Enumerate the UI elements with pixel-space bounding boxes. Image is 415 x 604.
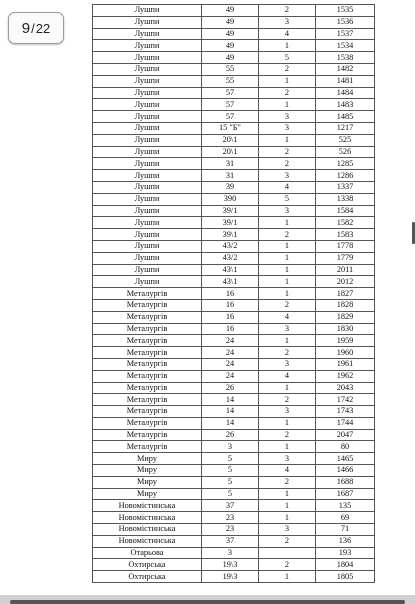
table-row bbox=[93, 323, 375, 335]
entrance-cell: 5 bbox=[259, 193, 316, 205]
street-cell: Охтирська bbox=[93, 559, 202, 571]
house-cell: 26 bbox=[202, 429, 259, 441]
entrance-cell: 3 bbox=[259, 453, 316, 465]
house-cell: 5 bbox=[202, 488, 259, 500]
house-cell: 39\1 bbox=[202, 229, 259, 241]
entrance-cell: 2 bbox=[259, 158, 316, 170]
number-cell: 1962 bbox=[316, 370, 375, 382]
number-cell: 1804 bbox=[316, 559, 375, 571]
table-row bbox=[93, 205, 375, 217]
entrance-cell: 5 bbox=[259, 52, 316, 64]
house-cell: 39 bbox=[202, 181, 259, 193]
street-cell: Лушпи bbox=[93, 217, 202, 229]
house-cell: 14 bbox=[202, 394, 259, 406]
number-cell: 193 bbox=[316, 547, 375, 559]
street-cell: Лушпи bbox=[93, 28, 202, 40]
number-cell: 1830 bbox=[316, 323, 375, 335]
street-cell: Лушпи bbox=[93, 52, 202, 64]
street-cell: Лушпи bbox=[93, 134, 202, 146]
house-cell: 37 bbox=[202, 535, 259, 547]
street-cell: Лушпи bbox=[93, 87, 202, 99]
street-cell: Лушпи bbox=[93, 16, 202, 28]
entrance-cell: 2 bbox=[259, 559, 316, 571]
street-cell: Лушпи bbox=[93, 240, 202, 252]
table-row bbox=[93, 358, 375, 370]
page-separator: / bbox=[31, 20, 35, 36]
house-cell: 31 bbox=[202, 158, 259, 170]
entrance-cell: 2 bbox=[259, 87, 316, 99]
house-cell: 57 bbox=[202, 111, 259, 123]
number-cell: 1805 bbox=[316, 571, 375, 583]
table-row bbox=[93, 122, 375, 134]
entrance-cell: 2 bbox=[259, 347, 316, 359]
number-cell: 1688 bbox=[316, 476, 375, 488]
table-row bbox=[93, 229, 375, 241]
number-cell: 1959 bbox=[316, 335, 375, 347]
entrance-cell: 2 bbox=[259, 5, 316, 17]
table-row bbox=[93, 370, 375, 382]
number-cell: 1829 bbox=[316, 311, 375, 323]
number-cell: 1742 bbox=[316, 394, 375, 406]
number-cell: 1537 bbox=[316, 28, 375, 40]
street-cell: Металургів bbox=[93, 347, 202, 359]
street-cell: Металургів bbox=[93, 382, 202, 394]
number-cell: 1778 bbox=[316, 240, 375, 252]
table-row bbox=[93, 181, 375, 193]
table-row bbox=[93, 134, 375, 146]
table-row bbox=[93, 63, 375, 75]
number-cell: 2011 bbox=[316, 264, 375, 276]
number-cell: 526 bbox=[316, 146, 375, 158]
table-row bbox=[93, 52, 375, 64]
number-cell: 71 bbox=[316, 524, 375, 536]
number-cell: 1466 bbox=[316, 465, 375, 477]
entrance-cell: 3 bbox=[259, 358, 316, 370]
house-cell: 24 bbox=[202, 335, 259, 347]
entrance-cell: 2 bbox=[259, 229, 316, 241]
table-row bbox=[93, 476, 375, 488]
street-cell: Металургів bbox=[93, 335, 202, 347]
number-cell: 1961 bbox=[316, 358, 375, 370]
table-row bbox=[93, 465, 375, 477]
house-cell: 43/2 bbox=[202, 240, 259, 252]
house-cell: 20\1 bbox=[202, 134, 259, 146]
number-cell: 1827 bbox=[316, 288, 375, 300]
house-cell: 16 bbox=[202, 299, 259, 311]
street-cell: Лушпи bbox=[93, 99, 202, 111]
number-cell: 1483 bbox=[316, 99, 375, 111]
entrance-cell: 1 bbox=[259, 75, 316, 87]
number-cell: 1535 bbox=[316, 5, 375, 17]
table-row bbox=[93, 299, 375, 311]
house-cell: 14 bbox=[202, 406, 259, 418]
house-cell: 57 bbox=[202, 87, 259, 99]
street-cell: Лушпи bbox=[93, 146, 202, 158]
address-table-body bbox=[93, 5, 375, 583]
house-cell: 16 bbox=[202, 323, 259, 335]
entrance-cell: 1 bbox=[259, 488, 316, 500]
number-cell: 1484 bbox=[316, 87, 375, 99]
house-cell: 19\3 bbox=[202, 571, 259, 583]
street-cell: Миру bbox=[93, 465, 202, 477]
entrance-cell: 4 bbox=[259, 311, 316, 323]
address-table bbox=[92, 4, 375, 583]
current-page-number: 9 bbox=[21, 19, 31, 37]
page-indicator[interactable] bbox=[8, 12, 64, 44]
street-cell: Металургів bbox=[93, 299, 202, 311]
house-cell: 23 bbox=[202, 512, 259, 524]
entrance-cell: 1 bbox=[259, 335, 316, 347]
house-cell: 14 bbox=[202, 417, 259, 429]
entrance-cell: 1 bbox=[259, 288, 316, 300]
house-cell: 26 bbox=[202, 382, 259, 394]
entrance-cell: 3 bbox=[259, 323, 316, 335]
entrance-cell: 4 bbox=[259, 181, 316, 193]
entrance-cell: 3 bbox=[259, 524, 316, 536]
table-row bbox=[93, 394, 375, 406]
street-cell: Новомістинська bbox=[93, 535, 202, 547]
house-cell: 23 bbox=[202, 524, 259, 536]
number-cell: 1536 bbox=[316, 16, 375, 28]
house-cell: 5 bbox=[202, 476, 259, 488]
entrance-cell: 2 bbox=[259, 146, 316, 158]
table-row bbox=[93, 535, 375, 547]
number-cell: 2012 bbox=[316, 276, 375, 288]
table-row bbox=[93, 217, 375, 229]
entrance-cell: 1 bbox=[259, 382, 316, 394]
street-cell: Лушпи bbox=[93, 229, 202, 241]
bottom-scrollbar-thumb[interactable] bbox=[10, 600, 405, 604]
street-cell: Новомістинська bbox=[93, 512, 202, 524]
number-cell: 1582 bbox=[316, 217, 375, 229]
number-cell: 2043 bbox=[316, 382, 375, 394]
house-cell: 43\1 bbox=[202, 264, 259, 276]
street-cell: Лушпи bbox=[93, 170, 202, 182]
street-cell: Миру bbox=[93, 476, 202, 488]
entrance-cell: 2 bbox=[259, 476, 316, 488]
number-cell: 1687 bbox=[316, 488, 375, 500]
number-cell: 1538 bbox=[316, 52, 375, 64]
house-cell: 16 bbox=[202, 311, 259, 323]
entrance-cell: 2 bbox=[259, 535, 316, 547]
entrance-cell: 3 bbox=[259, 406, 316, 418]
table-row bbox=[93, 252, 375, 264]
house-cell: 39/1 bbox=[202, 217, 259, 229]
entrance-cell: 1 bbox=[259, 441, 316, 453]
street-cell: Металургів bbox=[93, 311, 202, 323]
entrance-cell: 2 bbox=[259, 394, 316, 406]
table-row bbox=[93, 524, 375, 536]
number-cell: 1217 bbox=[316, 122, 375, 134]
number-cell: 1583 bbox=[316, 229, 375, 241]
entrance-cell: 1 bbox=[259, 240, 316, 252]
table-row bbox=[93, 571, 375, 583]
table-row bbox=[93, 382, 375, 394]
table-row bbox=[93, 193, 375, 205]
street-cell: Лушпи bbox=[93, 205, 202, 217]
street-cell: Лушпи bbox=[93, 181, 202, 193]
table-row bbox=[93, 512, 375, 524]
table-row bbox=[93, 158, 375, 170]
house-cell: 31 bbox=[202, 170, 259, 182]
entrance-cell: 2 bbox=[259, 63, 316, 75]
entrance-cell: 2 bbox=[259, 299, 316, 311]
table-row bbox=[93, 28, 375, 40]
street-cell: Лушпи bbox=[93, 40, 202, 52]
number-cell: 1481 bbox=[316, 75, 375, 87]
street-cell: Металургів bbox=[93, 406, 202, 418]
house-cell: 5 bbox=[202, 465, 259, 477]
bottom-scrollbar[interactable] bbox=[0, 595, 415, 604]
number-cell: 1743 bbox=[316, 406, 375, 418]
house-cell: 19\3 bbox=[202, 559, 259, 571]
street-cell: Металургів bbox=[93, 358, 202, 370]
entrance-cell: 1 bbox=[259, 134, 316, 146]
number-cell: 1584 bbox=[316, 205, 375, 217]
entrance-cell bbox=[259, 547, 316, 559]
street-cell: Металургів bbox=[93, 429, 202, 441]
number-cell: 1534 bbox=[316, 40, 375, 52]
entrance-cell: 3 bbox=[259, 170, 316, 182]
street-cell: Лушпи bbox=[93, 276, 202, 288]
number-cell: 135 bbox=[316, 500, 375, 512]
number-cell: 1482 bbox=[316, 63, 375, 75]
house-cell: 49 bbox=[202, 28, 259, 40]
entrance-cell: 1 bbox=[259, 40, 316, 52]
entrance-cell: 4 bbox=[259, 465, 316, 477]
entrance-cell: 3 bbox=[259, 111, 316, 123]
number-cell: 1337 bbox=[316, 181, 375, 193]
table-row bbox=[93, 429, 375, 441]
house-cell: 20\1 bbox=[202, 146, 259, 158]
table-row bbox=[93, 547, 375, 559]
entrance-cell: 1 bbox=[259, 571, 316, 583]
entrance-cell: 4 bbox=[259, 28, 316, 40]
table-row bbox=[93, 488, 375, 500]
table-row bbox=[93, 99, 375, 111]
number-cell: 80 bbox=[316, 441, 375, 453]
entrance-cell: 3 bbox=[259, 122, 316, 134]
table-row bbox=[93, 500, 375, 512]
number-cell: 525 bbox=[316, 134, 375, 146]
table-row bbox=[93, 240, 375, 252]
house-cell: 49 bbox=[202, 52, 259, 64]
number-cell: 1465 bbox=[316, 453, 375, 465]
street-cell: Лушпи bbox=[93, 122, 202, 134]
street-cell: Металургів bbox=[93, 441, 202, 453]
number-cell: 1338 bbox=[316, 193, 375, 205]
street-cell: Миру bbox=[93, 453, 202, 465]
entrance-cell: 1 bbox=[259, 276, 316, 288]
house-cell: 15 "Б" bbox=[202, 122, 259, 134]
street-cell: Лушпи bbox=[93, 63, 202, 75]
entrance-cell: 2 bbox=[259, 429, 316, 441]
table-row bbox=[93, 276, 375, 288]
house-cell: 55 bbox=[202, 75, 259, 87]
house-cell: 57 bbox=[202, 99, 259, 111]
entrance-cell: 1 bbox=[259, 512, 316, 524]
house-cell: 5 bbox=[202, 453, 259, 465]
table-row bbox=[93, 406, 375, 418]
table-row bbox=[93, 16, 375, 28]
table-row bbox=[93, 559, 375, 571]
number-cell: 1285 bbox=[316, 158, 375, 170]
entrance-cell: 1 bbox=[259, 417, 316, 429]
house-cell: 49 bbox=[202, 5, 259, 17]
entrance-cell: 1 bbox=[259, 252, 316, 264]
house-cell: 43\1 bbox=[202, 276, 259, 288]
table-row bbox=[93, 417, 375, 429]
entrance-cell: 4 bbox=[259, 370, 316, 382]
house-cell: 3 bbox=[202, 547, 259, 559]
house-cell: 43/2 bbox=[202, 252, 259, 264]
number-cell: 1744 bbox=[316, 417, 375, 429]
number-cell: 69 bbox=[316, 512, 375, 524]
table-row bbox=[93, 288, 375, 300]
number-cell: 1828 bbox=[316, 299, 375, 311]
street-cell: Лушпи bbox=[93, 252, 202, 264]
street-cell: Металургів bbox=[93, 394, 202, 406]
street-cell: Новомістинська bbox=[93, 500, 202, 512]
table-row bbox=[93, 453, 375, 465]
street-cell: Металургів bbox=[93, 370, 202, 382]
entrance-cell: 3 bbox=[259, 16, 316, 28]
street-cell: Металургів bbox=[93, 288, 202, 300]
house-cell: 37 bbox=[202, 500, 259, 512]
table-row bbox=[93, 335, 375, 347]
house-cell: 55 bbox=[202, 63, 259, 75]
street-cell: Металургів bbox=[93, 323, 202, 335]
house-cell: 39/1 bbox=[202, 205, 259, 217]
table-row bbox=[93, 111, 375, 123]
house-cell: 16 bbox=[202, 288, 259, 300]
entrance-cell: 1 bbox=[259, 217, 316, 229]
table-row bbox=[93, 146, 375, 158]
table-row bbox=[93, 75, 375, 87]
table-row bbox=[93, 40, 375, 52]
street-cell: Охтирська bbox=[93, 571, 202, 583]
table-row bbox=[93, 347, 375, 359]
number-cell: 1960 bbox=[316, 347, 375, 359]
number-cell: 1779 bbox=[316, 252, 375, 264]
table-row bbox=[93, 5, 375, 17]
table-row bbox=[93, 170, 375, 182]
street-cell: Отарьова bbox=[93, 547, 202, 559]
house-cell: 49 bbox=[202, 40, 259, 52]
street-cell: Миру bbox=[93, 488, 202, 500]
street-cell: Лушпи bbox=[93, 75, 202, 87]
street-cell: Лушпи bbox=[93, 193, 202, 205]
entrance-cell: 3 bbox=[259, 205, 316, 217]
entrance-cell: 1 bbox=[259, 99, 316, 111]
street-cell: Лушпи bbox=[93, 5, 202, 17]
table-row bbox=[93, 441, 375, 453]
table-row bbox=[93, 264, 375, 276]
number-cell: 2047 bbox=[316, 429, 375, 441]
number-cell: 136 bbox=[316, 535, 375, 547]
table-row bbox=[93, 311, 375, 323]
house-cell: 24 bbox=[202, 358, 259, 370]
number-cell: 1286 bbox=[316, 170, 375, 182]
table-row bbox=[93, 87, 375, 99]
house-cell: 3 bbox=[202, 441, 259, 453]
house-cell: 24 bbox=[202, 370, 259, 382]
street-cell: Новомістинська bbox=[93, 524, 202, 536]
house-cell: 24 bbox=[202, 347, 259, 359]
street-cell: Лушпи bbox=[93, 264, 202, 276]
total-pages: 22 bbox=[35, 20, 51, 36]
street-cell: Лушпи bbox=[93, 158, 202, 170]
street-cell: Лушпи bbox=[93, 111, 202, 123]
number-cell: 1485 bbox=[316, 111, 375, 123]
house-cell: 49 bbox=[202, 16, 259, 28]
house-cell: 390 bbox=[202, 193, 259, 205]
entrance-cell: 1 bbox=[259, 500, 316, 512]
street-cell: Металургів bbox=[93, 417, 202, 429]
entrance-cell: 1 bbox=[259, 264, 316, 276]
